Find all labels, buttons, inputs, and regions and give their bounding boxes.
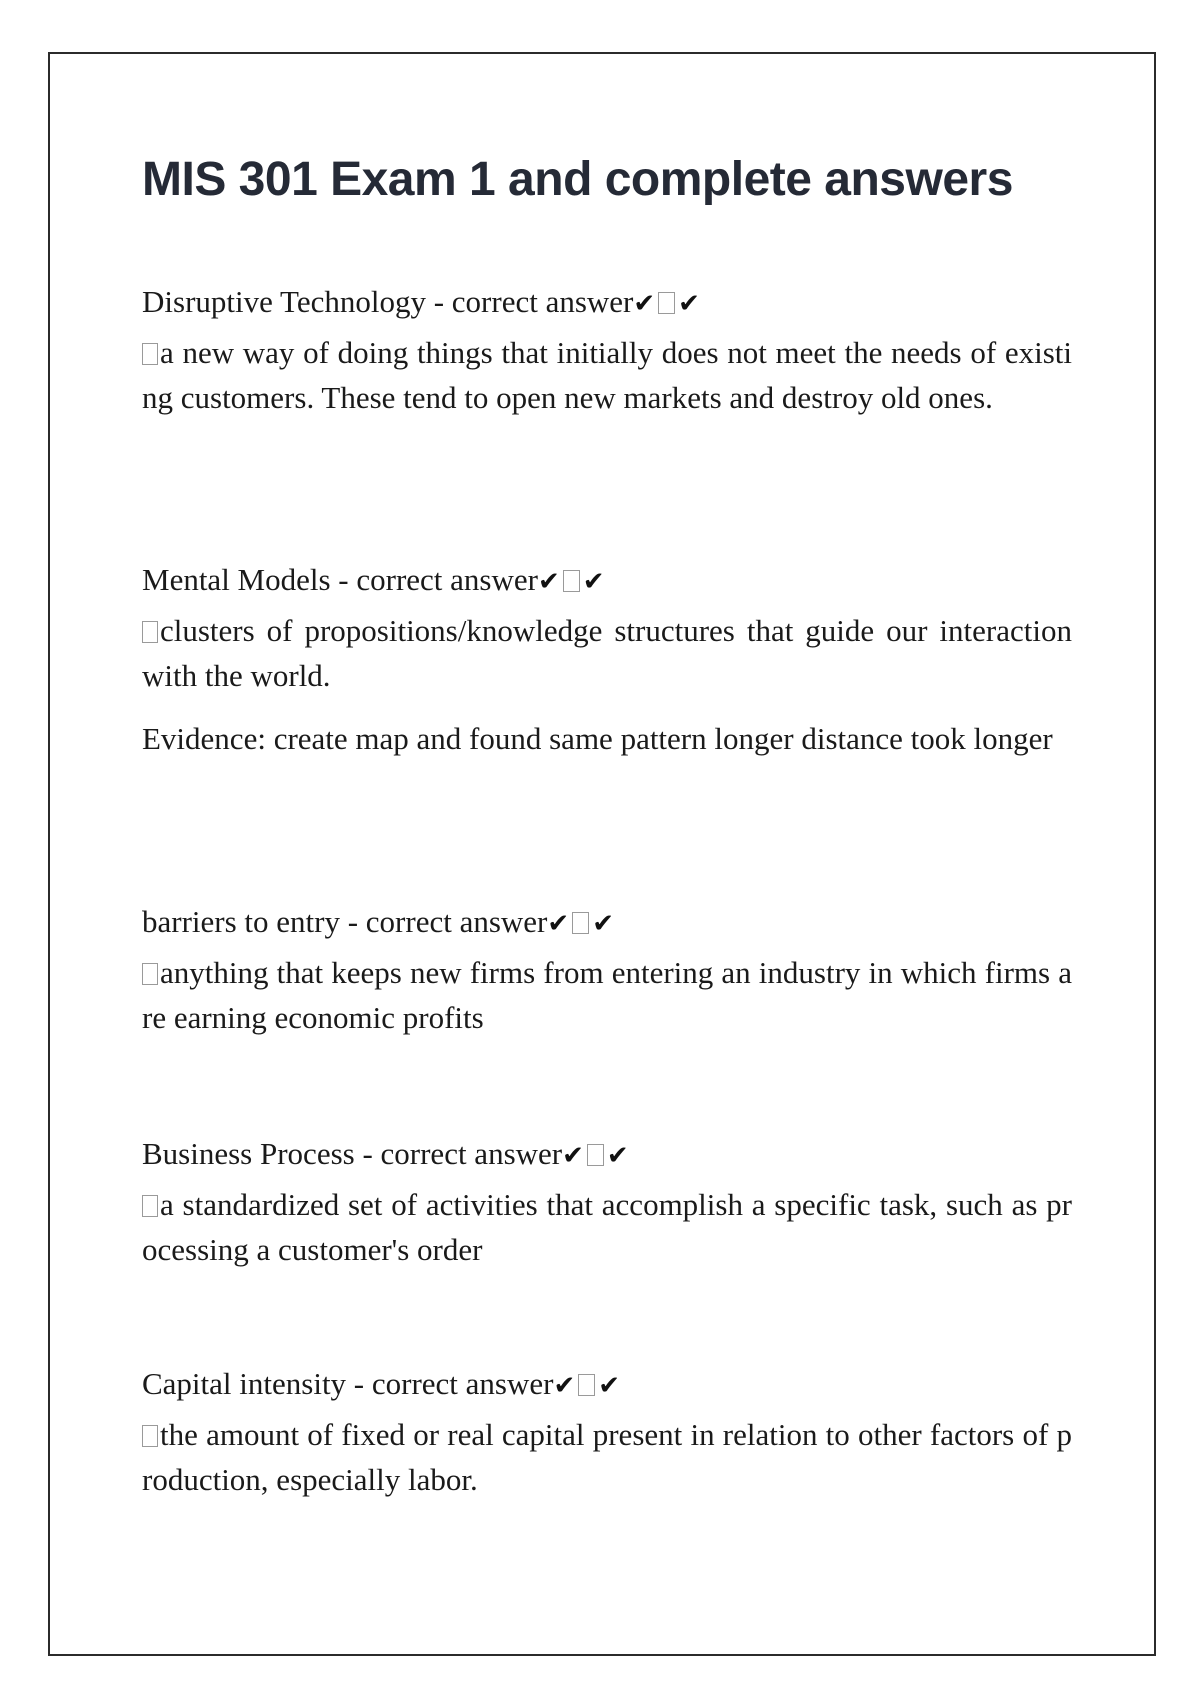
check-mark-icon: ✔ bbox=[537, 567, 560, 597]
definition-text bbox=[142, 1412, 1072, 1502]
definition-body: the amount of fixed or real capital present in relation to other factors of production, especially labor. bbox=[142, 1417, 1072, 1497]
check-mark-icon: ✔ bbox=[582, 567, 605, 597]
missing-glyph-box-icon bbox=[658, 292, 675, 314]
missing-glyph-box-icon bbox=[587, 1144, 604, 1166]
qa-entry bbox=[142, 562, 1072, 761]
term-line bbox=[142, 1136, 1072, 1174]
term-label: Mental Models - correct answer bbox=[142, 562, 538, 597]
term-label: barriers to entry - correct answer bbox=[142, 904, 548, 939]
check-mark-icon: ✔ bbox=[633, 289, 656, 319]
check-mark-icon: ✔ bbox=[606, 1141, 629, 1171]
missing-glyph-box-icon bbox=[142, 963, 158, 985]
check-mark-icon: ✔ bbox=[678, 289, 700, 319]
definition-body: a standardized set of activities that accomplish a specific task, such as processing a customer's order bbox=[142, 1187, 1072, 1267]
missing-glyph-box-icon bbox=[142, 1425, 158, 1447]
document-title: MIS 301 Exam 1 and complete answers bbox=[142, 153, 1013, 206]
missing-glyph-box-icon bbox=[563, 570, 580, 592]
evidence-text: Evidence: create map and found same pattern longer distance took longer bbox=[142, 721, 1053, 756]
term-line bbox=[142, 284, 1072, 322]
term-label: Capital intensity - correct answer bbox=[142, 1366, 554, 1401]
definition-text bbox=[142, 1182, 1072, 1272]
check-mark-icon: ✔ bbox=[598, 1371, 621, 1401]
term-line bbox=[142, 904, 1072, 942]
definition-body: anything that keeps new firms from entering an industry in which firms are earning economic profits bbox=[142, 955, 1072, 1035]
term-line bbox=[142, 1366, 1072, 1404]
term-line bbox=[142, 562, 1072, 600]
definition-body: a new way of doing things that initially does not meet the needs of existing customers. These tend to open new markets and destroy old ones. bbox=[142, 335, 1072, 415]
definition-body: clusters of propositions/knowledge structures that guide our interaction with the world. bbox=[142, 613, 1072, 693]
term-label: Disruptive Technology - correct answer bbox=[142, 284, 634, 319]
missing-glyph-box-icon bbox=[142, 1195, 158, 1217]
qa-entry bbox=[142, 1366, 1072, 1502]
qa-entry bbox=[142, 904, 1072, 1040]
check-mark-icon: ✔ bbox=[553, 1371, 576, 1401]
check-mark-icon: ✔ bbox=[562, 1141, 584, 1171]
definition-text bbox=[142, 330, 1072, 420]
qa-entry bbox=[142, 1136, 1072, 1272]
missing-glyph-box-icon bbox=[142, 343, 158, 365]
definition-text bbox=[142, 950, 1072, 1040]
definition-text bbox=[142, 608, 1072, 698]
check-mark-icon: ✔ bbox=[592, 909, 614, 939]
qa-entry bbox=[142, 284, 1072, 420]
missing-glyph-box-icon bbox=[572, 912, 589, 934]
missing-glyph-box-icon bbox=[578, 1374, 595, 1396]
missing-glyph-box-icon bbox=[142, 621, 158, 643]
term-label: Business Process - correct answer bbox=[142, 1136, 563, 1171]
check-mark-icon: ✔ bbox=[547, 909, 570, 939]
